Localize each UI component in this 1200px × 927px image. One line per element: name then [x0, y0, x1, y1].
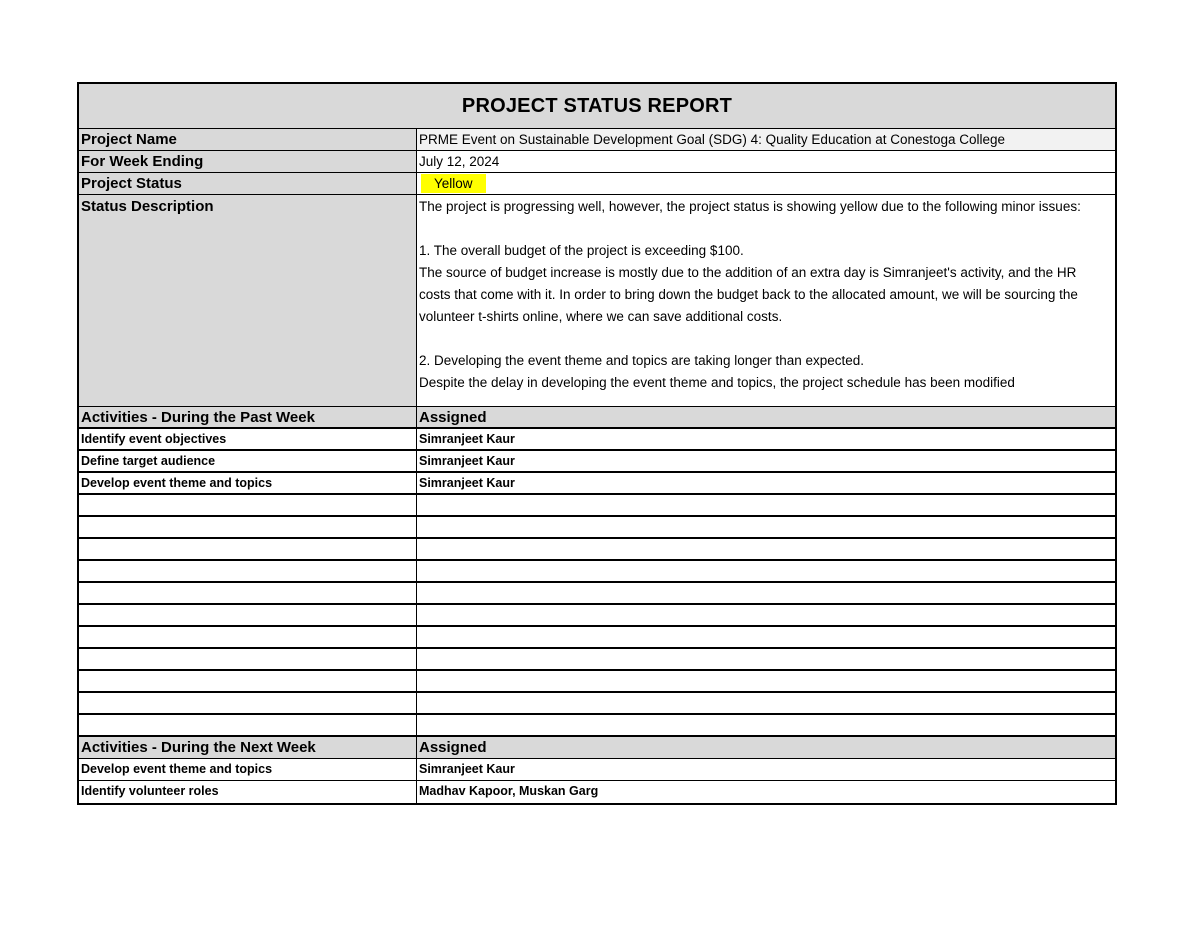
past-week-activity-cell[interactable]: [79, 539, 417, 559]
table-row: [79, 539, 1115, 561]
past-week-activity-cell[interactable]: [79, 517, 417, 537]
past-week-assigned-header: Assigned: [417, 407, 1115, 427]
table-row: [79, 693, 1115, 715]
table-row: [79, 583, 1115, 605]
past-week-table: [79, 429, 1115, 737]
past-week-activity-cell[interactable]: [79, 583, 417, 603]
past-week-assigned-cell[interactable]: [417, 583, 1115, 603]
project-status-row: [79, 173, 1115, 195]
past-week-header-row: [79, 407, 1115, 429]
table-row: [79, 627, 1115, 649]
past-week-assigned-cell[interactable]: [417, 715, 1115, 735]
past-week-assigned-cell[interactable]: [417, 517, 1115, 537]
table-row: [79, 517, 1115, 539]
next-week-assigned-header: Assigned: [417, 737, 1115, 758]
project-status-label: Project Status: [79, 173, 417, 194]
past-week-activity-cell[interactable]: [79, 649, 417, 669]
past-week-assigned-cell[interactable]: [417, 605, 1115, 625]
table-row: [79, 715, 1115, 737]
next-week-assigned-cell[interactable]: Madhav Kapoor, Muskan Garg: [419, 784, 599, 798]
past-week-activity-header: Activities - During the Past Week: [79, 407, 417, 427]
past-week-activity-cell[interactable]: [79, 627, 417, 647]
description-line: 1. The overall budget of the project is exceeding $100.: [419, 243, 744, 258]
table-row: [79, 605, 1115, 627]
table-row: [79, 561, 1115, 583]
table-row: [79, 781, 1115, 803]
past-week-activity-cell[interactable]: [79, 605, 417, 625]
table-row: [79, 429, 1115, 451]
table-row: [79, 759, 1115, 781]
table-row: [79, 649, 1115, 671]
next-week-assigned-cell[interactable]: Simranjeet Kaur: [419, 762, 515, 776]
past-week-activity-cell[interactable]: [79, 561, 417, 581]
status-description-text[interactable]: [417, 195, 1115, 406]
past-week-assigned-cell[interactable]: [417, 671, 1115, 691]
next-week-activity-cell[interactable]: Identify volunteer roles: [79, 781, 417, 803]
table-row: [79, 473, 1115, 495]
week-ending-label: For Week Ending: [79, 151, 417, 172]
project-status-cell[interactable]: [417, 173, 1115, 194]
next-week-table: [79, 759, 1115, 803]
past-week-activity-cell[interactable]: [79, 715, 417, 735]
status-badge: Yellow: [421, 174, 486, 193]
project-name-label: Project Name: [79, 129, 417, 150]
week-ending-row: [79, 151, 1115, 173]
project-name-value[interactable]: PRME Event on Sustainable Development Goal (SDG) 4: Quality Education at Conestoga College: [417, 129, 1115, 150]
past-week-assigned-cell[interactable]: [417, 627, 1115, 647]
past-week-assigned-cell[interactable]: [417, 561, 1115, 581]
past-week-assigned-cell[interactable]: [417, 539, 1115, 559]
past-week-assigned-cell[interactable]: [417, 649, 1115, 669]
past-week-activity-cell[interactable]: [79, 671, 417, 691]
past-week-assigned-cell[interactable]: Simranjeet Kaur: [419, 454, 515, 468]
project-name-row: [79, 129, 1115, 151]
past-week-activity-cell[interactable]: Define target audience: [79, 451, 417, 471]
description-line: Despite the delay in developing the event theme and topics, the project schedule has been modified: [419, 375, 1015, 390]
table-row: [79, 671, 1115, 693]
report-title: PROJECT STATUS REPORT: [79, 84, 1115, 129]
next-week-header-row: [79, 737, 1115, 759]
status-report-sheet: [77, 82, 1117, 805]
past-week-activity-cell[interactable]: Identify event objectives: [79, 429, 417, 449]
past-week-activity-cell[interactable]: Develop event theme and topics: [79, 473, 417, 493]
description-line: The source of budget increase is mostly due to the addition of an extra day is Simranjeet's activity, and the HR costs that come with it. In order to bring down the budget back to the allocated amount, we will be sourcing the volunteer t-shirts online, where we can save additional costs.: [419, 265, 1078, 324]
week-ending-value[interactable]: July 12, 2024: [419, 154, 500, 169]
description-line: The project is progressing well, however, the project status is showing yellow due to the following minor issues:: [419, 199, 1081, 214]
next-week-activity-header: Activities - During the Next Week: [79, 737, 417, 758]
table-row: [79, 495, 1115, 517]
next-week-activity-cell[interactable]: Develop event theme and topics: [79, 759, 417, 780]
past-week-activity-cell[interactable]: [79, 693, 417, 713]
past-week-activity-cell[interactable]: [79, 495, 417, 515]
table-row: [79, 451, 1115, 473]
past-week-assigned-cell[interactable]: [417, 495, 1115, 515]
past-week-assigned-cell[interactable]: Simranjeet Kaur: [419, 432, 515, 446]
status-description-label: Status Description: [79, 195, 417, 406]
description-line: 2. Developing the event theme and topics are taking longer than expected.: [419, 353, 865, 368]
past-week-assigned-cell[interactable]: Simranjeet Kaur: [419, 476, 515, 490]
past-week-assigned-cell[interactable]: [417, 693, 1115, 713]
status-description-row: [79, 195, 1115, 407]
